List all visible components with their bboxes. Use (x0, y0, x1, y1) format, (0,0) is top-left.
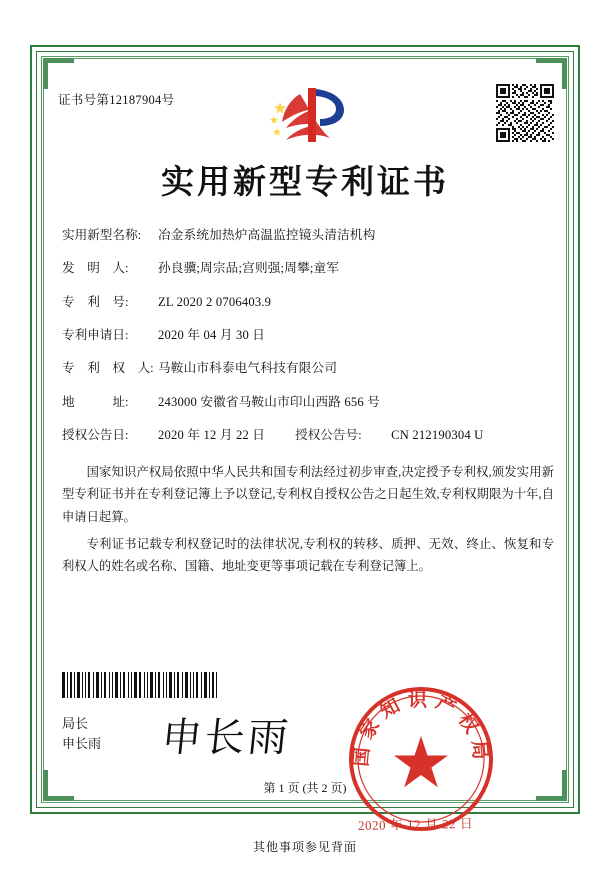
field-value: ZL 2020 2 0706403.9 (158, 294, 272, 309)
field-label: 专 利 权 人: (62, 361, 154, 376)
page-number: 第 1 页 (共 2 页) (263, 781, 347, 795)
patent-fields (46, 227, 564, 444)
field-patent-number (62, 294, 554, 310)
certificate-content (46, 62, 564, 834)
field-label: 专 利 号: (62, 294, 129, 309)
field-label: 授权公告号: (295, 428, 362, 443)
handwritten-signature: 申长雨 (159, 715, 294, 760)
field-application-date (62, 327, 554, 343)
field-label: 地 址: (62, 394, 129, 409)
field-inventors (62, 260, 554, 276)
official-seal (346, 684, 496, 834)
field-value: 马鞍山市科泰电气科技有限公司 (158, 361, 338, 376)
certificate-number: 证书号第12187904号 (58, 93, 175, 107)
page-title: 实用新型专利证书 (161, 165, 449, 201)
field-utility-model-name (62, 227, 554, 243)
legal-paragraph-2: 专利证书记载专利权登记时的法律状况,专利权的转移、质押、无效、终止、恢复和专利权人的姓名或名称、国籍、地址变更等事项记载在专利登记簿上。 (62, 536, 554, 574)
field-label: 发 明 人: (62, 261, 129, 276)
field-grant-announcement (62, 427, 554, 443)
commissioner-title: 局长 (62, 716, 89, 731)
barcode (62, 672, 218, 698)
footnote: 其他事项参见背面 (252, 840, 357, 854)
field-value: 2020 年 04 月 30 日 (158, 328, 266, 343)
field-value: 2020 年 12 月 22 日 (158, 428, 266, 443)
field-label: 授权公告日: (62, 428, 129, 443)
legal-paragraph-1: 国家知识产权局依照中华人民共和国专利法经过初步审查,决定授予专利权,颁发实用新型专利证书并在专利登记簿上予以登记,专利权自授权公告之日起生效,专利权期限为十年,自申请日起算。 (62, 464, 554, 524)
field-grant-announcement-number (295, 427, 483, 443)
field-value: 孙良骥;周宗品;宫则强;周攀;童军 (158, 261, 340, 276)
qr-code (496, 84, 554, 142)
seal-date: 2020 年 12 月 22 日 (357, 815, 474, 834)
field-value: 243000 安徽省马鞍山市印山西路 656 号 (158, 394, 381, 409)
field-address (62, 394, 554, 410)
field-label: 专利申请日: (62, 328, 129, 343)
field-value: CN 212190304 U (391, 428, 484, 443)
field-patentee (62, 360, 554, 376)
field-value: 冶金系统加热炉高温监控镜头清洁机构 (158, 228, 376, 242)
svg-text:国家知识产权局: 国家知识产权局 (351, 690, 491, 768)
field-label: 实用新型名称: (62, 228, 142, 242)
cnipa-emblem-icon (264, 84, 356, 146)
certificate-header (46, 62, 564, 140)
commissioner-name: 申长雨 (62, 736, 102, 752)
